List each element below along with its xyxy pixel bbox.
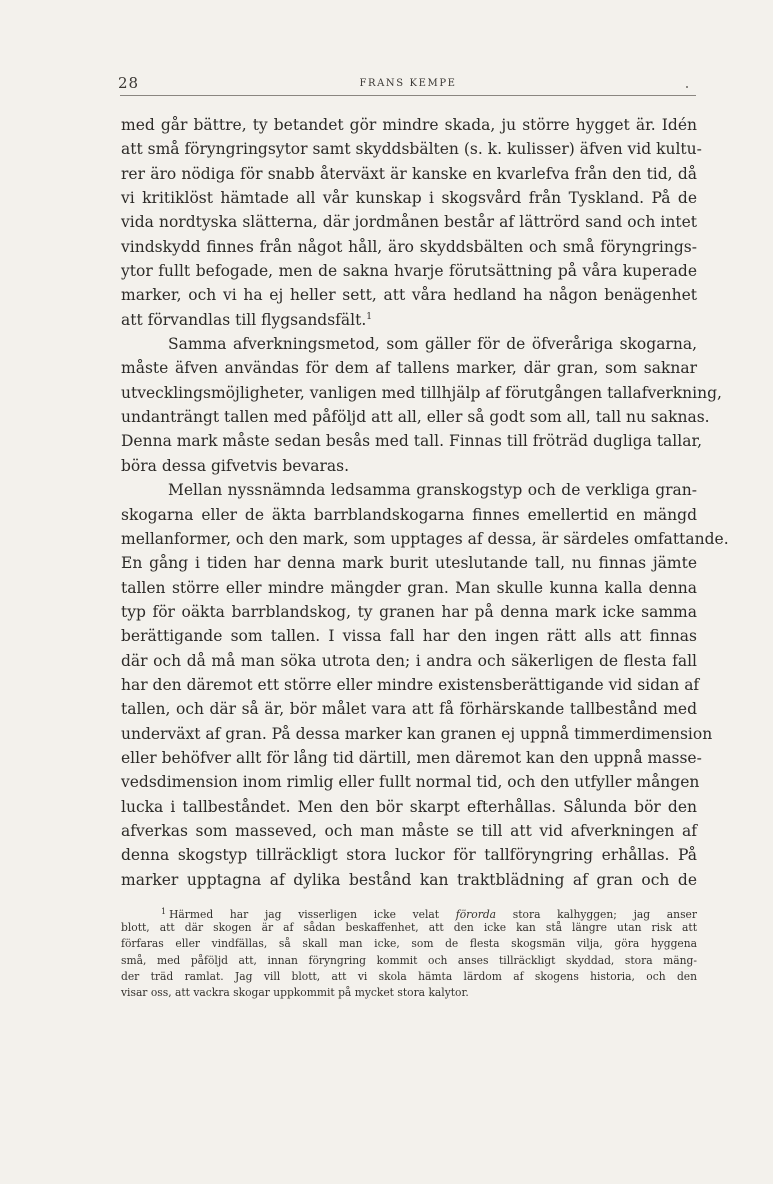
footnote-text: Härmed har jag visserligen icke velat <box>169 908 440 921</box>
paragraph-start-line: Mellan nyssnämnda ledsamma granskogstyp och de verkliga gran- <box>168 481 697 500</box>
footnote-line: små, med påföljd att, innan föryngring kommit och anses tillräckligt skyddad, stora mäng- <box>121 953 697 967</box>
footnote-line <box>121 904 697 920</box>
text-line: berättigande som tallen. I vissa fall har den ingen rätt alls att finnas <box>121 627 697 646</box>
text-line: rer äro nödiga för snabb återväxt är kanske en kvarlefva från den tid, då <box>121 164 697 183</box>
footnote-reference: 1 <box>366 311 373 322</box>
text-line: Denna mark måste sedan besås med tall. Finnas till fröträd dugliga tallar, <box>121 432 703 451</box>
paper-speck <box>686 86 688 88</box>
text-line: vi kritiklöst hämtade all vår kunskap i skogsvård från Tyskland. På de <box>121 189 697 208</box>
text-line: typ för oäkta barrblandskog, ty granen har på denna mark icke samma <box>121 602 697 621</box>
page-number: 28 <box>118 74 140 92</box>
text-line: tallen, och där så är, bör målet vara att få förhärskande tallbestånd med <box>121 700 697 719</box>
footnote-line: visar oss, att vackra skogar uppkommit på mycket stora kalytor. <box>121 985 469 999</box>
footnote <box>121 904 697 1001</box>
text-line: med går bättre, ty betandet gör mindre skada, ju större hygget är. Idén <box>121 116 697 134</box>
paragraph-start-line: Samma afverkningsmetod, som gäller för de öfveråriga skogarna, <box>168 335 697 354</box>
footnote-line: förfaras eller vindfällas, så skall man icke, som de flesta skogsmän vilja, göra hyggena <box>121 937 697 951</box>
footnote-line: der träd ramlat. Jag vill blott, att vi skola hämta lärdom af skogens historia, och den <box>121 969 697 983</box>
page-header <box>118 74 698 94</box>
text-line-content: att förvandlas till flygsandsfält. <box>121 310 367 329</box>
text-line-with-footnote <box>121 308 697 332</box>
text-line: marker, och vi ha ej heller sett, att våra hedland ha någon benägenhet <box>121 286 697 305</box>
text-line: vedsdimension inom rimlig eller fullt normal tid, och den utfyller mången <box>121 773 700 792</box>
text-line: mellanformer, och den mark, som upptages af dessa, är särdeles omfattande. <box>121 529 729 548</box>
text-line: ytor fullt befogade, men de sakna hvarje förutsättning på våra kuperade <box>121 262 697 281</box>
text-line: vida nordtyska slätterna, där jordmånen består af lättrörd sand och intet <box>121 213 697 232</box>
text-line: vindskydd finnes från något håll, äro skyddsbälten och små föryngrings- <box>121 237 697 256</box>
text-line: denna skogstyp tillräckligt stora luckor för tallföryngring erhållas. På <box>121 846 697 865</box>
text-line: skogarna eller de äkta barrblandskogarna finnes emellertid en mängd <box>121 505 697 524</box>
text-line: afverkas som masseved, och man måste se till att vid afverkningen af <box>121 821 697 840</box>
running-head: FRANS KEMPE <box>359 78 457 89</box>
footnote-line: blott, att där skogen är af sådan beskaffenhet, att den icke kan stå längre utan risk att <box>121 921 697 935</box>
footnote-emphasis: förorda <box>455 908 497 921</box>
footnote-mark: 1 <box>161 907 167 916</box>
text-line: tallen större eller mindre mängder gran. Man skulle kunna kalla denna <box>121 578 697 597</box>
header-rule <box>120 95 696 96</box>
text-line: eller behöfver allt för lång tid därtill, men däremot kan den uppnå masse- <box>121 748 702 767</box>
text-line: undanträngt tallen med påföljd att all, eller så godt som all, tall nu saknas. <box>121 408 710 427</box>
body-text <box>121 113 729 892</box>
text-line: underväxt af gran. På dessa marker kan granen ej uppnå timmerdimension <box>121 724 713 743</box>
text-line: att små föryngringsytor samt skyddsbälten (s. k. kulisser) äfven vid kultu- <box>121 140 702 159</box>
text-line: böra dessa gifvetvis bevaras. <box>121 456 349 475</box>
text-line: marker upptagna af dylika bestånd kan traktblädning af gran och de <box>121 870 697 889</box>
footnote-text: stora kalhyggen; jag anser <box>512 908 697 921</box>
text-line: lucka i tallbeståndet. Men den bör skarpt efterhållas. Sålunda bör den <box>121 797 697 816</box>
text-line: måste äfven användas för dem af tallens marker, där gran, som saknar <box>121 359 697 378</box>
text-line: där och då må man söka utrota den; i andra och säkerligen de flesta fall <box>121 651 697 670</box>
text-line: utvecklingsmöjligheter, vanligen med tillhjälp af förutgången tallafverkning, <box>121 383 722 402</box>
text-line: En gång i tiden har denna mark burit uteslutande tall, nu finnas jämte <box>121 554 697 573</box>
text-line: har den däremot ett större eller mindre existensberättigande vid sidan af <box>121 675 700 694</box>
